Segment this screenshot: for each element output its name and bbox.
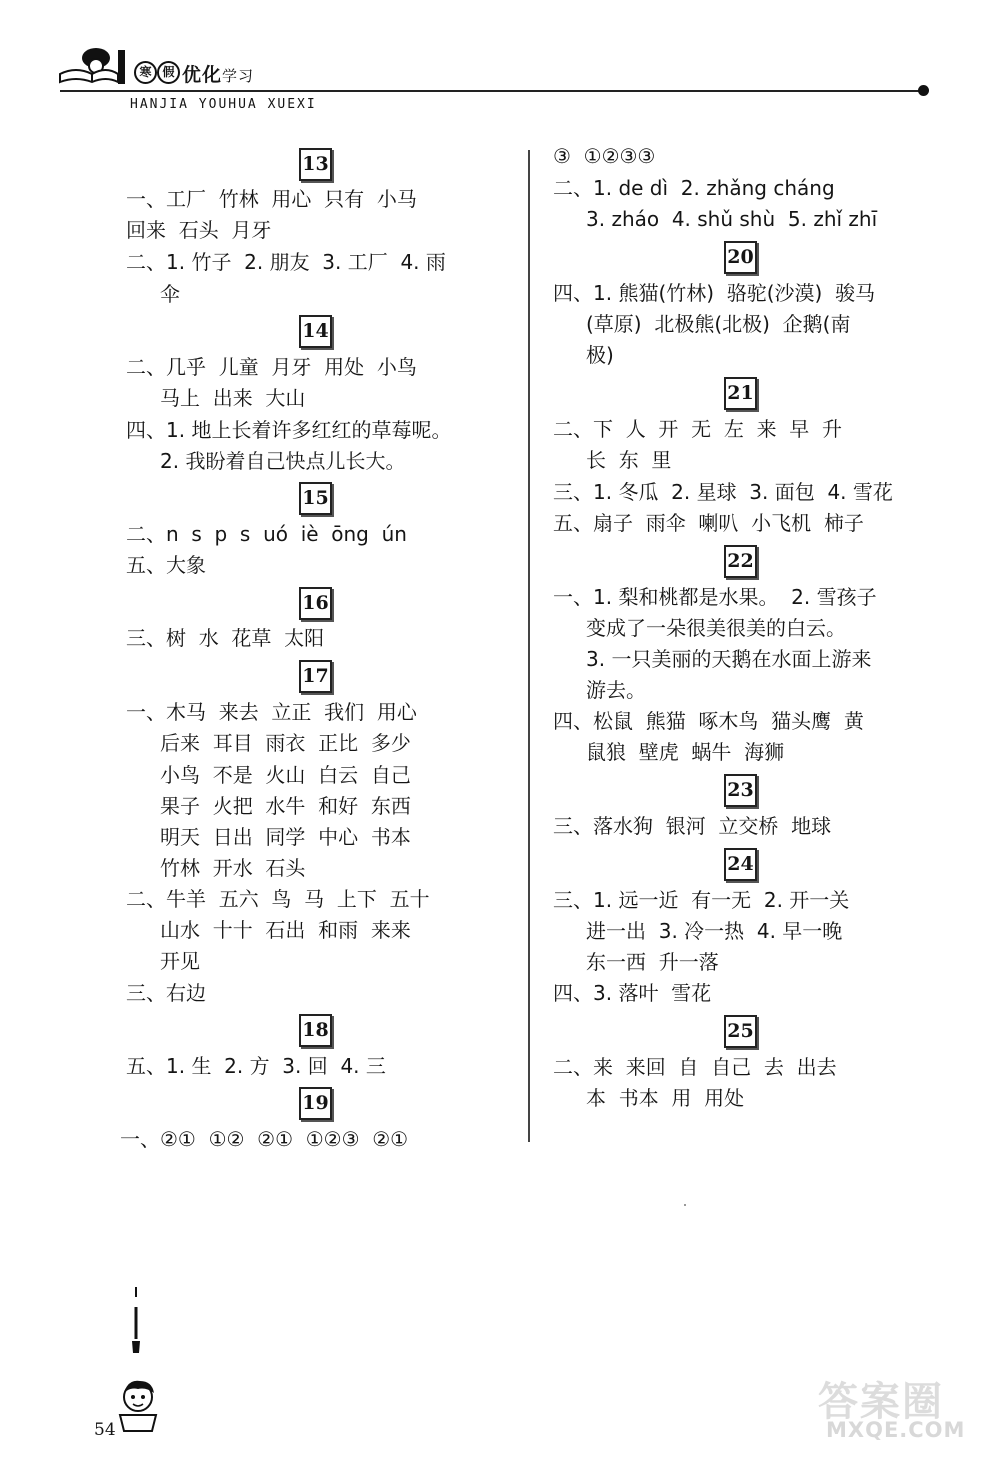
answer-line: 四、1. 地上长着许多红红的草莓呢。 [126, 418, 452, 442]
answer-line: 果子 火把 水牛 和好 东西 [160, 794, 411, 818]
header-dot [918, 85, 929, 96]
answer-line: 本 书本 用 用处 [586, 1086, 745, 1110]
answer-line: 一、木马 来去 立正 我们 用心 [126, 700, 417, 724]
answer-line: 二、下 人 开 无 左 来 早 升 [553, 417, 843, 441]
answer-line: 明天 日出 同学 中心 书本 [160, 825, 411, 849]
section-20-box: 20 [724, 241, 757, 274]
cartoon-boy-reading-icon [110, 1285, 166, 1445]
answer-line: 开见 [160, 949, 200, 973]
cartoon-reader-icon [56, 44, 120, 88]
answer-line: 山水 十十 石出 和雨 来来 [160, 918, 411, 942]
answer-line: 变成了一朵很美很美的白云。 [586, 616, 846, 640]
answer-line: ③ ①②③③ [553, 144, 656, 168]
logo-bar [118, 50, 125, 84]
answer-line: 极) [586, 343, 614, 367]
answer-line: 伞 [160, 282, 180, 306]
answer-line: 三、落水狗 银河 立交桥 地球 [553, 814, 832, 838]
answer-line: 五、扇子 雨伞 喇叭 小飞机 柿子 [553, 511, 864, 535]
answer-line: 回来 石头 月牙 [126, 218, 272, 242]
section-15-box: 15 [299, 482, 332, 515]
header-title-main: 优化 [182, 64, 223, 86]
answer-line: 3. 一只美丽的天鹅在水面上游来 [586, 647, 872, 671]
answer-line: 竹林 开水 石头 [160, 856, 306, 880]
answer-line: 小鸟 不是 火山 白云 自己 [160, 763, 411, 787]
answer-line: 二、来 来回 自 自己 去 出去 [553, 1055, 837, 1079]
watermark-url: MXQE.COM [826, 1418, 966, 1442]
column-divider [528, 150, 530, 1142]
section-21-box: 21 [724, 377, 757, 410]
scan-speck [684, 1204, 686, 1206]
answer-line: 长 东 里 [586, 448, 672, 472]
seal-jia: 假 [157, 61, 180, 84]
answer-line: 3. zháo 4. shǔ shù 5. zhǐ zhī [586, 207, 878, 231]
answer-line: 二、牛羊 五六 鸟 马 上下 五十 [126, 887, 430, 911]
section-13-box: 13 [299, 148, 332, 181]
section-23-box: 23 [724, 774, 757, 807]
header-pinyin: HANJIA YOUHUA XUEXI [130, 97, 317, 112]
watermark-logo: 答案圈 [818, 1379, 944, 1425]
answer-line: 四、3. 落叶 雪花 [553, 981, 712, 1005]
section-19-box: 19 [299, 1087, 332, 1120]
answer-line: 二、n s p s uó iè ōng ún [126, 522, 407, 546]
answer-line: 四、松鼠 熊猫 啄木鸟 猫头鹰 黄 [553, 709, 864, 733]
section-16-box: 16 [299, 587, 332, 620]
header-title [182, 60, 254, 87]
section-24-box: 24 [724, 848, 757, 881]
answer-line: 三、树 水 花草 太阳 [126, 626, 325, 650]
answer-line: 三、右边 [126, 981, 206, 1005]
answer-line: 游去。 [586, 678, 646, 702]
section-25-box: 25 [724, 1015, 757, 1048]
answer-line: 鼠狼 壁虎 蜗牛 海狮 [586, 740, 785, 764]
answer-line: 五、1. 生 2. 方 3. 回 4. 三 [126, 1054, 386, 1078]
answer-line: 三、1. 冬瓜 2. 星球 3. 面包 4. 雪花 [553, 480, 893, 504]
answer-line: 一、1. 梨和桃都是水果。 2. 雪孩子 [553, 585, 877, 609]
section-14-box: 14 [299, 315, 332, 348]
answer-line: 四、1. 熊猫(竹林) 骆驼(沙漠) 骏马 [553, 281, 876, 305]
answer-line: 东一西 升一落 [586, 950, 719, 974]
answer-line: 马上 出来 大山 [160, 386, 306, 410]
header-title-sub: 学习 [222, 67, 255, 85]
answer-line: 五、大象 [126, 553, 206, 577]
section-18-box: 18 [299, 1014, 332, 1047]
section-22-box: 22 [724, 545, 757, 578]
answer-line: 进一出 3. 冷一热 4. 早一晚 [586, 919, 843, 943]
seal-han: 寒 [134, 61, 157, 84]
answer-line: 一、②① ①② ②① ①②③ ②① [120, 1127, 409, 1151]
answer-line: 一、工厂 竹林 用心 只有 小马 [126, 187, 417, 211]
answer-line: 后来 耳目 雨衣 正比 多少 [160, 731, 411, 755]
header-rule [60, 90, 922, 92]
section-17-box: 17 [299, 660, 332, 693]
answer-line: 三、1. 远一近 有一无 2. 开一关 [553, 888, 850, 912]
answer-line: 二、几乎 儿童 月牙 用处 小鸟 [126, 355, 417, 379]
page-number: 54 [94, 1420, 116, 1440]
answer-line: 二、1. 竹子 2. 朋友 3. 工厂 4. 雨 [126, 250, 446, 274]
answer-line: (草原) 北极熊(北极) 企鹅(南 [586, 312, 851, 336]
answer-line: 二、1. de dì 2. zhǎng cháng [553, 176, 835, 200]
answer-line: 2. 我盼着自己快点儿长大。 [160, 449, 406, 473]
